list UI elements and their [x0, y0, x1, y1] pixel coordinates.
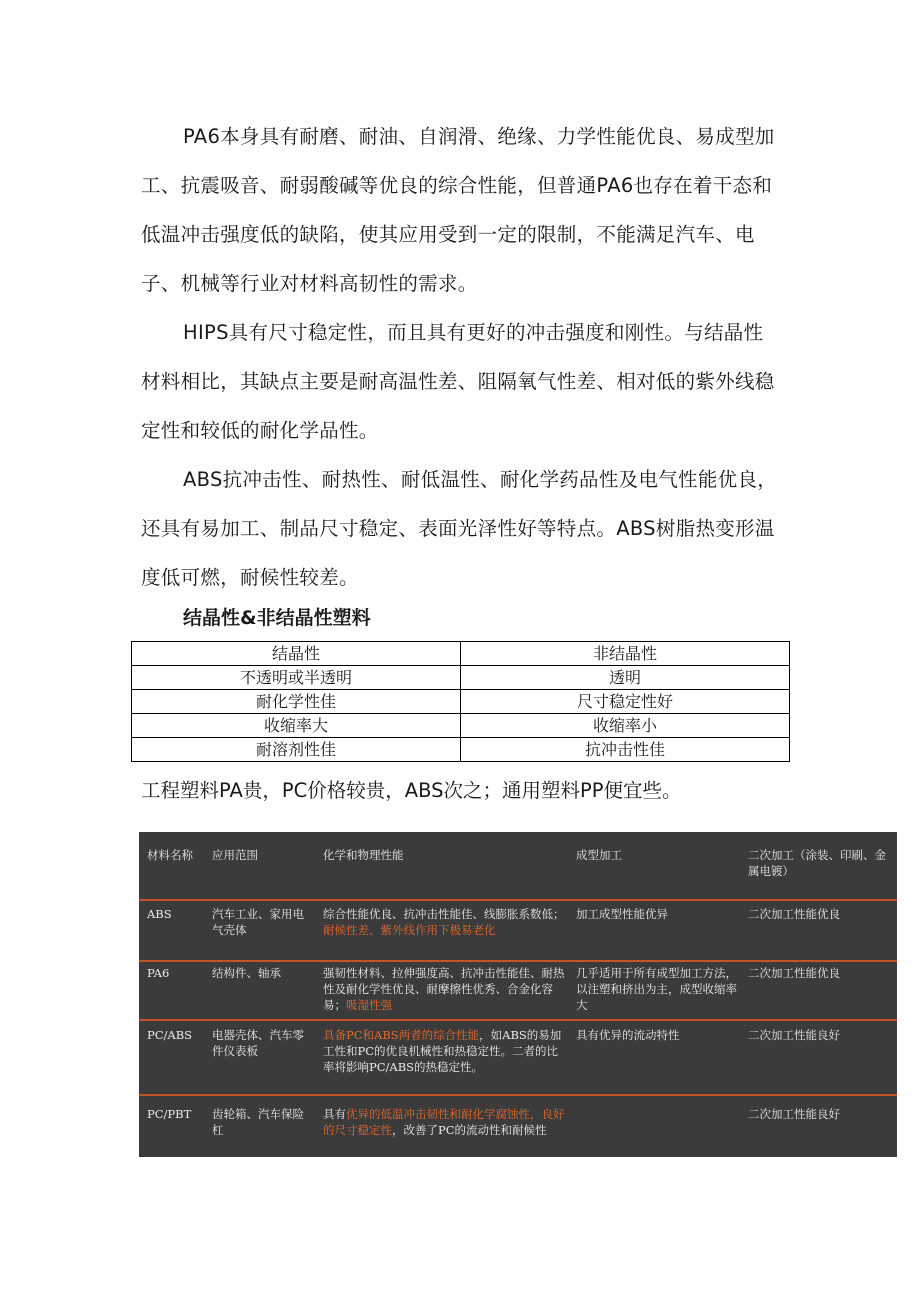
table-row [132, 714, 790, 738]
row-divider [139, 1019, 897, 1021]
header-application: 应用范围 [212, 848, 258, 862]
header-properties: 化学和物理性能 [323, 848, 404, 862]
materials-row [139, 1106, 897, 1156]
row-molding: 几乎适用于所有成型加工方法，以注塑和挤出为主，成型收缩率大 [576, 966, 737, 1012]
table-cell: 耐溶剂性佳 [132, 738, 461, 762]
row-secondary: 二次加工性能优良 [748, 966, 840, 980]
header-secondary: 二次加工（涂装、印刷、金属电镀） [748, 848, 886, 878]
crystal-comparison-table [131, 641, 790, 762]
row-molding: 具有优异的流动特性 [576, 1028, 680, 1042]
prop-text: 综合性能优良、抗冲击性能佳、线膨胀系数低； [323, 907, 565, 921]
paragraph-abs: ABS抗冲击性、耐热性、耐低温性、耐化学药品性及电气性能优良，还具有易加工、制品尺寸稳定、表面光泽性好等特点。ABS树脂热变形温度低可燃，耐候性较差。 [141, 468, 778, 589]
row-name: ABS [147, 907, 172, 921]
materials-header-row [139, 847, 897, 887]
prop-highlight: 具备PC和ABS两者的综合性能 [323, 1028, 480, 1042]
row-properties [323, 1106, 565, 1138]
row-application: 汽车工业、家用电气壳体 [212, 907, 304, 937]
row-secondary: 二次加工性能良好 [748, 1028, 840, 1042]
row-application: 电器壳体、汽车零件仪表板 [212, 1028, 304, 1058]
paragraph-hips: HIPS具有尺寸稳定性，而且具有更好的冲击强度和刚性。与结晶性材料相比，其缺点主要是耐高温性差、阻隔氧气性差、相对低的紫外线稳定性和较低的耐化学品性。 [141, 321, 775, 442]
prop-highlight: 耐候性差，紫外线作用下极易老化 [323, 923, 496, 937]
prop-tail: ，如ABS的易加工性和PC的优良机械性和热稳定性。二者的比率将影响PC/ABS的热稳定性。 [323, 1028, 562, 1074]
prop-highlight: 吸湿性强 [346, 998, 392, 1012]
table-cell: 抗冲击性佳 [461, 738, 790, 762]
table-cell: 透明 [461, 666, 790, 690]
table-cell: 耐化学性佳 [132, 690, 461, 714]
table-row [132, 666, 790, 690]
materials-row [139, 1027, 897, 1083]
row-name: PC/PBT [147, 1107, 192, 1121]
table-row [132, 738, 790, 762]
table-cell: 不透明或半透明 [132, 666, 461, 690]
materials-row [139, 965, 897, 1021]
table-header-cell: 非结晶性 [461, 642, 790, 666]
row-properties [323, 1027, 565, 1075]
table-row [132, 690, 790, 714]
row-secondary: 二次加工性能良好 [748, 1107, 840, 1121]
table-cell: 尺寸稳定性好 [461, 690, 790, 714]
paragraph-pa6: PA6本身具有耐磨、耐油、自润滑、绝缘、力学性能优良、易成型加工、抗震吸音、耐弱酸碱等优良的综合性能，但普通PA6也存在着干态和低温冲击强度低的缺陷，使其应用受到一定的限制，不能满足汽车、电子、机械等行业对材料高韧性的需求。 [141, 125, 775, 295]
crystal-heading: 结晶性&非结晶性塑料 [183, 607, 371, 629]
prop-highlight: 优异的低温冲击韧性和耐化学腐蚀性，良好的尺寸稳定性 [323, 1107, 565, 1137]
row-name: PC/ABS [147, 1028, 193, 1042]
row-application: 结构件、轴承 [212, 966, 281, 980]
table-cell: 收缩率小 [461, 714, 790, 738]
table-header-cell: 结晶性 [132, 642, 461, 666]
row-properties [323, 965, 565, 1013]
row-application: 齿轮箱、汽车保险杠 [212, 1107, 304, 1137]
row-divider [139, 899, 897, 901]
header-molding: 成型加工 [576, 848, 622, 862]
header-name: 材料名称 [147, 848, 193, 862]
row-properties [323, 906, 565, 938]
materials-row [139, 906, 897, 956]
prop-tail: ，改善了PC的流动性和耐候性 [392, 1123, 547, 1137]
prop-text: 具有 [323, 1107, 346, 1121]
price-note: 工程塑料PA贵，PC价格较贵，ABS次之；通用塑料PP便宜些。 [141, 779, 682, 802]
row-molding: 加工成型性能优异 [576, 907, 668, 921]
row-divider [139, 960, 897, 962]
prop-text: 强韧性材料、拉伸强度高、抗冲击性能佳、耐热性及耐化学性优良、耐摩擦性优秀、合金化容易； [323, 966, 565, 1012]
row-secondary: 二次加工性能优良 [748, 907, 840, 921]
row-divider [139, 1094, 897, 1096]
table-cell: 收缩率大 [132, 714, 461, 738]
table-header-row [132, 642, 790, 666]
materials-table [139, 832, 897, 1157]
row-name: PA6 [147, 966, 170, 980]
